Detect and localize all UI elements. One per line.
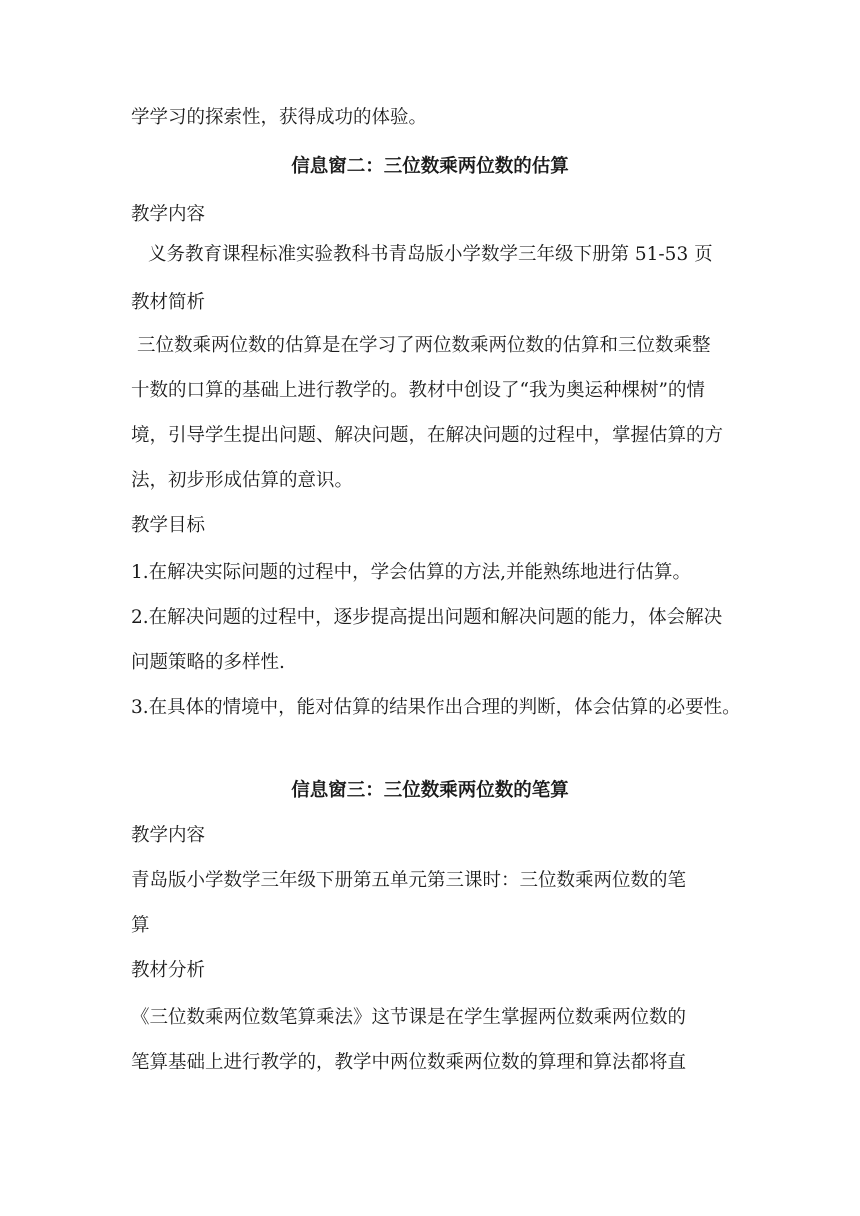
section3-heading: 信息窗三：三位数乘两位数的笔算 xyxy=(291,780,569,801)
section2-goal-2-continued: 问题策略的多样性. xyxy=(131,652,285,673)
section2-analysis-line: 十数的口算的基础上进行教学的。教材中创设了“我为奥运种棵树”的情 xyxy=(131,380,705,401)
section2-content-label: 教学内容 xyxy=(131,204,206,225)
section2-analysis-line: 法，初步形成估算的意识。 xyxy=(131,470,354,491)
section3-content-line: 算 xyxy=(131,915,150,936)
section2-analysis-line: 境，引导学生提出问题、解决问题，在解决问题的过程中，掌握估算的方 xyxy=(131,425,724,446)
section2-analysis-line: 三位数乘两位数的估算是在学习了两位数乘两位数的估算和三位数乘整 xyxy=(137,335,711,356)
section2-goal-1: 1.在解决实际问题的过程中，学会估算的方法,并能熟练地进行估算。 xyxy=(131,562,692,583)
section3-content-line: 青岛版小学数学三年级下册第五单元第三课时：三位数乘两位数的笔 xyxy=(131,870,687,891)
section2-goal-3: 3.在具体的情境中，能对估算的结果作出合理的判断，体会估算的必要性。 xyxy=(131,697,741,718)
section3-analysis-line: 笔算基础上进行教学的，教学中两位数乘两位数的算理和算法都将直 xyxy=(131,1052,687,1073)
section2-analysis-label: 教材简析 xyxy=(131,292,206,313)
section2-goal-2: 2.在解决问题的过程中，逐步提高提出问题和解决问题的能力，体会解决 xyxy=(131,607,723,628)
section3-analysis-label: 教材分析 xyxy=(131,960,206,981)
section3-content-label: 教学内容 xyxy=(131,825,206,846)
section3-analysis-line: 《三位数乘两位数笔算乘法》这节课是在学生掌握两位数乘两位数的 xyxy=(131,1007,687,1028)
section2-content-text: 义务教育课程标准实验教科书青岛版小学数学三年级下册第 51-53 页 xyxy=(148,244,713,265)
intro-paragraph-tail: 学学习的探索性，获得成功的体验。 xyxy=(131,107,428,128)
section2-heading: 信息窗二：三位数乘两位数的估算 xyxy=(291,156,569,177)
section2-goals-label: 教学目标 xyxy=(131,515,206,536)
